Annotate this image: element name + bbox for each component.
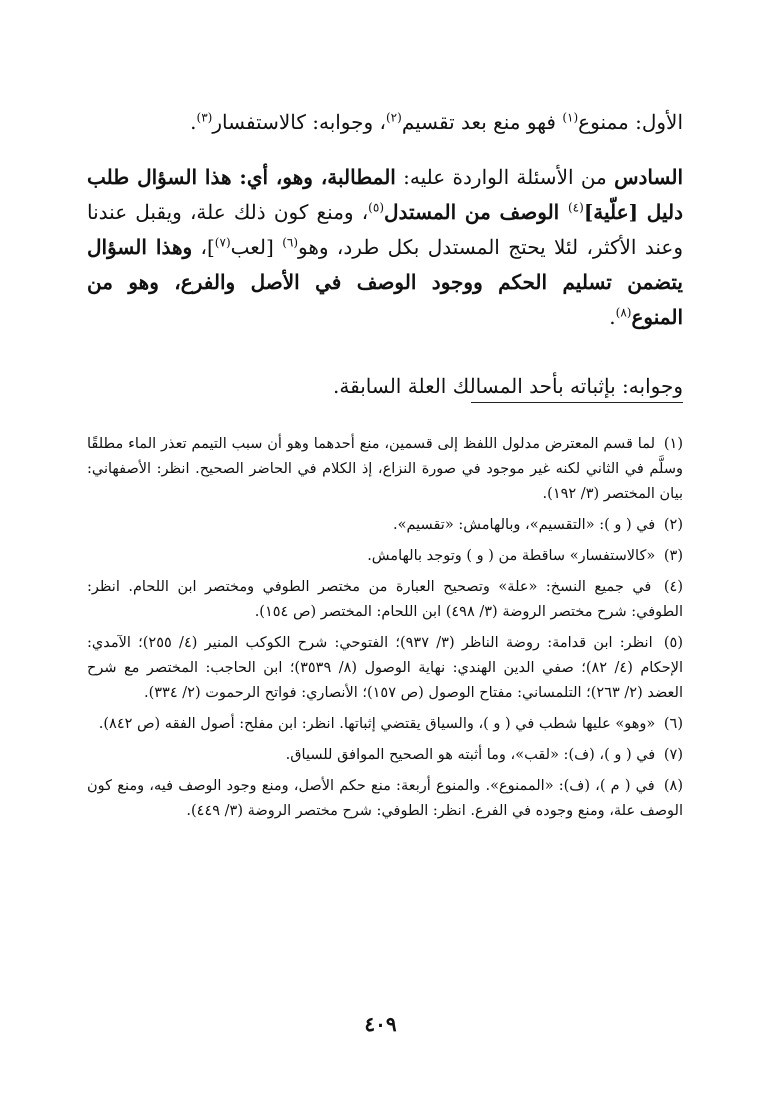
paragraph-text: . [609,305,616,329]
paragraph-text: ، ومنع كون ذلك علة، ويقبل عندنا وعند الأكثر، لئلا يحتج المستدل بكل طرد، وهو [87,200,683,259]
footnote-text: «كالاستفسار» ساقطة من ( و ) وتوجد بالهامش. [367,548,656,564]
paragraph-answer: وجوابه: بإثباته بأحد المسالك العلة السابقة. [333,374,683,398]
footnote-text: انظر: ابن قدامة: روضة الناظر (٣/ ٩٣٧)؛ الفتوحي: شرح الكوكب المنير (٤/ ٢٥٥)؛ الآمدي: الإحكام (٤/ ٨٢)؛ صفي الدين الهندي: نهاية الوصول (٨/ ٣٥٣٩)؛ ابن الحاجب: المختصر مع شرح العضد (٢/ ٢٦٣)؛ التلمساني: مفتاح الوصول (ص ١٥٧)؛ الأنصاري: فواتح الرحموت (٢/ ٣٣٤). [87,635,683,701]
footnote-text: «وهو» عليها شطب في ( و )، والسياق يقتضي إثباتها. انظر: ابن مفلح: أصول الفقه (ص ٨٤٢). [98,716,656,732]
paragraph-text: الأول: ممنوع [578,110,683,134]
footnote-number: (٥) [663,635,684,651]
footnote-text: في ( و ): «التقسيم»، وبالهامش: «تقسيم». [393,517,656,533]
footnote-text: في جميع النسخ: «علة» وتصحيح العبارة من مختصر الطوفي ومختصر ابن اللحام. انظر: الطوفي: شرح مختصر الروضة (٣/ ٤٩٨) ابن اللحام: المختصر (ص ١٥٤). [87,579,683,620]
paragraph-text: [لعب [230,235,283,259]
footnote-text: في ( م )، (ف): «الممنوع». والمنوع أربعة: منع حكم الأصل، ومنع وجود الوصف فيه، ومنع كون الوصف علة، ومنع وجوده في الفرع. انظر: الطوفي: شرح مختصر الروضة (٣/ ٤٤٩). [87,778,683,819]
footnote-ref-3[interactable]: (٣) [196,110,213,125]
footnote-ref-1[interactable]: (١) [562,110,579,125]
footnote-divider [471,402,683,403]
paragraph-first-objection [87,104,683,140]
footnote-1 [87,432,683,507]
paragraph-bold-text: وهذا السؤال يتضمن تسليم الحكم ووجود الوصف في الأصل والفرع، وهو من المنوع [87,235,683,329]
footnote-7 [87,743,683,768]
footnote-text: في ( و )، (ف): «لقب»، وما أثبته هو الصحيح الموافق للسياق. [285,747,656,763]
footnote-3 [87,544,683,569]
footnote-ref-5[interactable]: (٥) [368,200,384,215]
paragraph-text: . [190,110,197,134]
footnote-ref-6[interactable]: (٦) [282,235,299,250]
footnote-4 [87,575,683,625]
footnote-number: (٤) [663,579,684,595]
footnote-ref-7[interactable]: (٧) [214,235,231,250]
footnote-5 [87,631,683,706]
footnote-ref-4[interactable]: (٤) [567,200,584,215]
footnote-6 [87,712,683,737]
paragraph-text: ، وجوابه: كالاستفسار [212,110,386,134]
footnote-text: لما قسم المعترض مدلول اللفظ إلى قسمين، منع أحدهما وهو أن سبب التيمم تعذر الماء مطلقًا وسلَّم في الثاني لكنه غير موجود في صورة النزاع، إذ الكلام في الحاضر الصحيح. انظر: الأصفهاني: بيان المختصر (٣/ ١٩٢). [87,436,683,502]
paragraph-sixth-question [87,160,683,335]
footnote-2 [87,513,683,538]
footnote-number: (٧) [663,747,683,763]
footnote-8 [87,774,683,824]
paragraph-bold-text: المطالبة، وهو، أي: هذا السؤال طلب دليل [علّية] [87,165,683,224]
footnote-ref-2[interactable]: (٢) [385,110,402,125]
paragraph-text: من الأسئلة الواردة عليه: [395,165,615,189]
footnote-number: (١) [663,436,683,452]
footnotes-section [87,432,683,830]
page-number: ٤٠٩ [364,1012,397,1036]
footnote-number: (٢) [663,517,683,533]
footnote-ref-8[interactable]: (٨) [615,305,632,320]
footnote-number: (٣) [663,548,683,564]
paragraph-text: فهو منع بعد تقسيم [401,110,563,134]
paragraph-heading-term: السادس [614,165,683,189]
paragraph-text: ]، [192,235,215,259]
paragraph-bold-text: الوصف من المستدل [384,200,568,224]
footnote-number: (٦) [663,716,683,732]
footnote-number: (٨) [663,778,683,794]
